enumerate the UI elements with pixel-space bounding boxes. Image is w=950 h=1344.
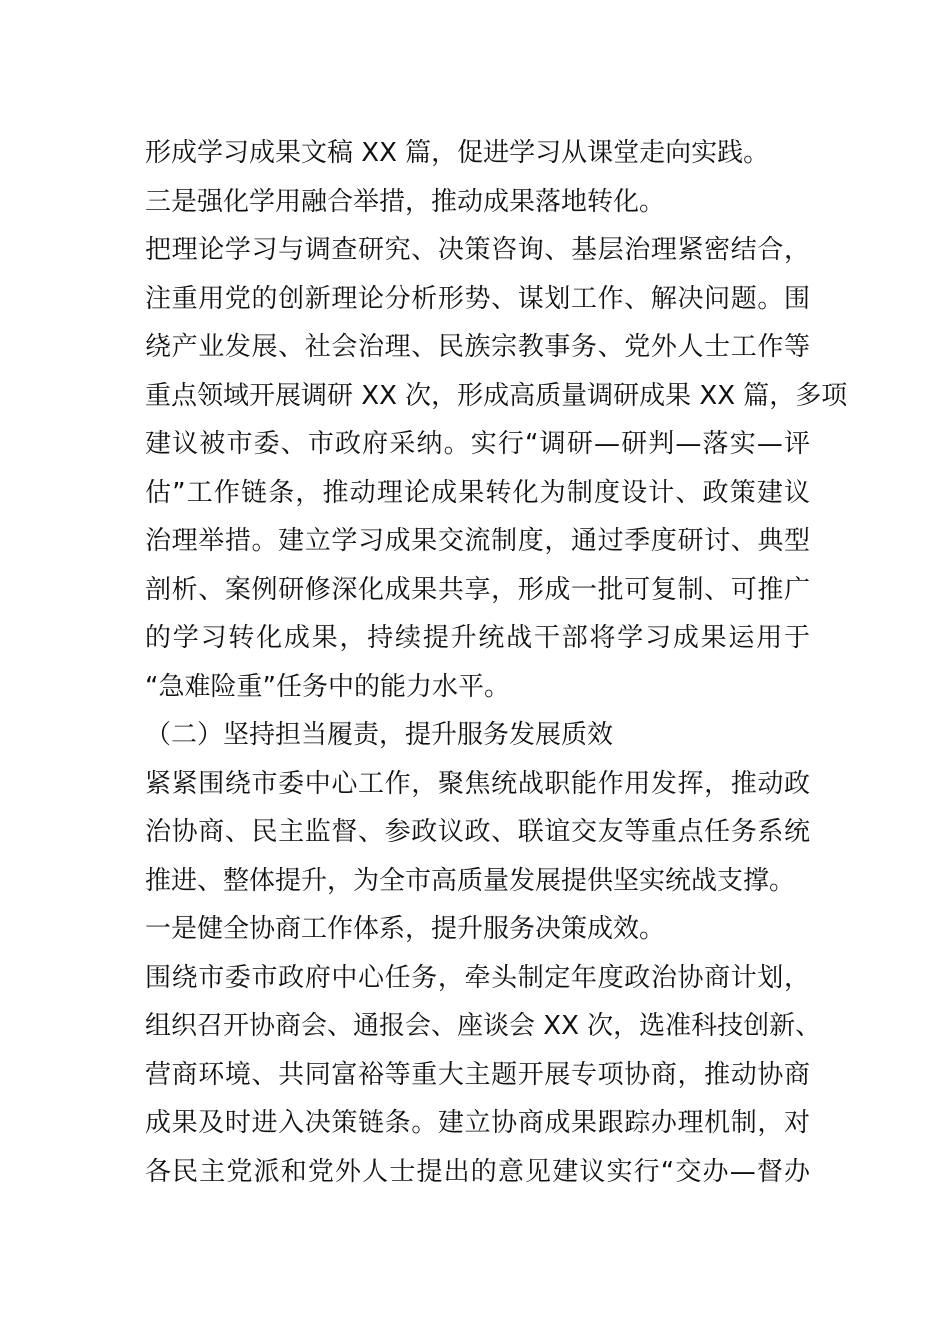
text-line-7: 建议被市委、市政府采纳。实行“调研—研判—落实—评 <box>145 429 810 459</box>
text-line-6: 重点领域开展调研 XX 次，形成高质量调研成果 XX 篇，多项 <box>145 380 848 411</box>
text-line-10: 剖析、案例研修深化成果共享，形成一批可复制、可推广 <box>145 574 810 605</box>
text-line-15: 治协商、民主监督、参政议政、联谊交友等重点任务系统 <box>145 817 810 847</box>
text-line-12: “急难险重”任务中的能力水平。 <box>145 671 510 702</box>
text-line-22: 各民主党派和党外人士提出的意见建议实行“交办—督办 <box>145 1156 810 1187</box>
document-body <box>145 129 848 1196</box>
text-line-20: 营商环境、共同富裕等重大主题开展专项协商，推动协商 <box>145 1059 810 1090</box>
text-line-21: 成果及时进入决策链条。建立协商成果跟踪办理机制，对 <box>145 1108 810 1138</box>
text-line-1: 形成学习成果文稿 XX 篇，促进学习从课堂走向实践。 <box>145 138 770 168</box>
text-line-2: 三是强化学用融合举措，推动成果落地转化。 <box>145 186 666 217</box>
text-line-8: 估”工作链条，推动理论成果转化为制度设计、政策建议 <box>145 477 810 508</box>
text-line-19: 组织召开协商会、通报会、座谈会 XX 次，选准科技创新、 <box>145 1011 822 1041</box>
text-line-4: 注重用党的创新理论分析形势、谋划工作、解决问题。围 <box>145 283 810 314</box>
text-line-18: 围绕市委市政府中心任务，牵头制定年度政治协商计划， <box>145 962 810 993</box>
text-line-17: 一是健全协商工作体系，提升服务决策成效。 <box>145 914 666 944</box>
text-line-11: 的学习转化成果，持续提升统战干部将学习成果运用于 <box>145 623 810 653</box>
section-heading: （二）坚持担当履责，提升服务发展质效 <box>145 720 614 750</box>
text-line-14: 紧紧围绕市委中心工作，聚焦统战职能作用发挥，推动政 <box>145 768 810 799</box>
text-line-9: 治理举措。建立学习成果交流制度，通过季度研讨、典型 <box>145 526 810 556</box>
text-line-5: 绕产业发展、社会治理、民族宗教事务、党外人士工作等 <box>145 332 810 362</box>
text-line-3: 把理论学习与调查研究、决策咨询、基层治理紧密结合， <box>145 235 810 265</box>
text-line-16: 推进、整体提升，为全市高质量发展提供坚实统战支撑。 <box>145 865 796 896</box>
